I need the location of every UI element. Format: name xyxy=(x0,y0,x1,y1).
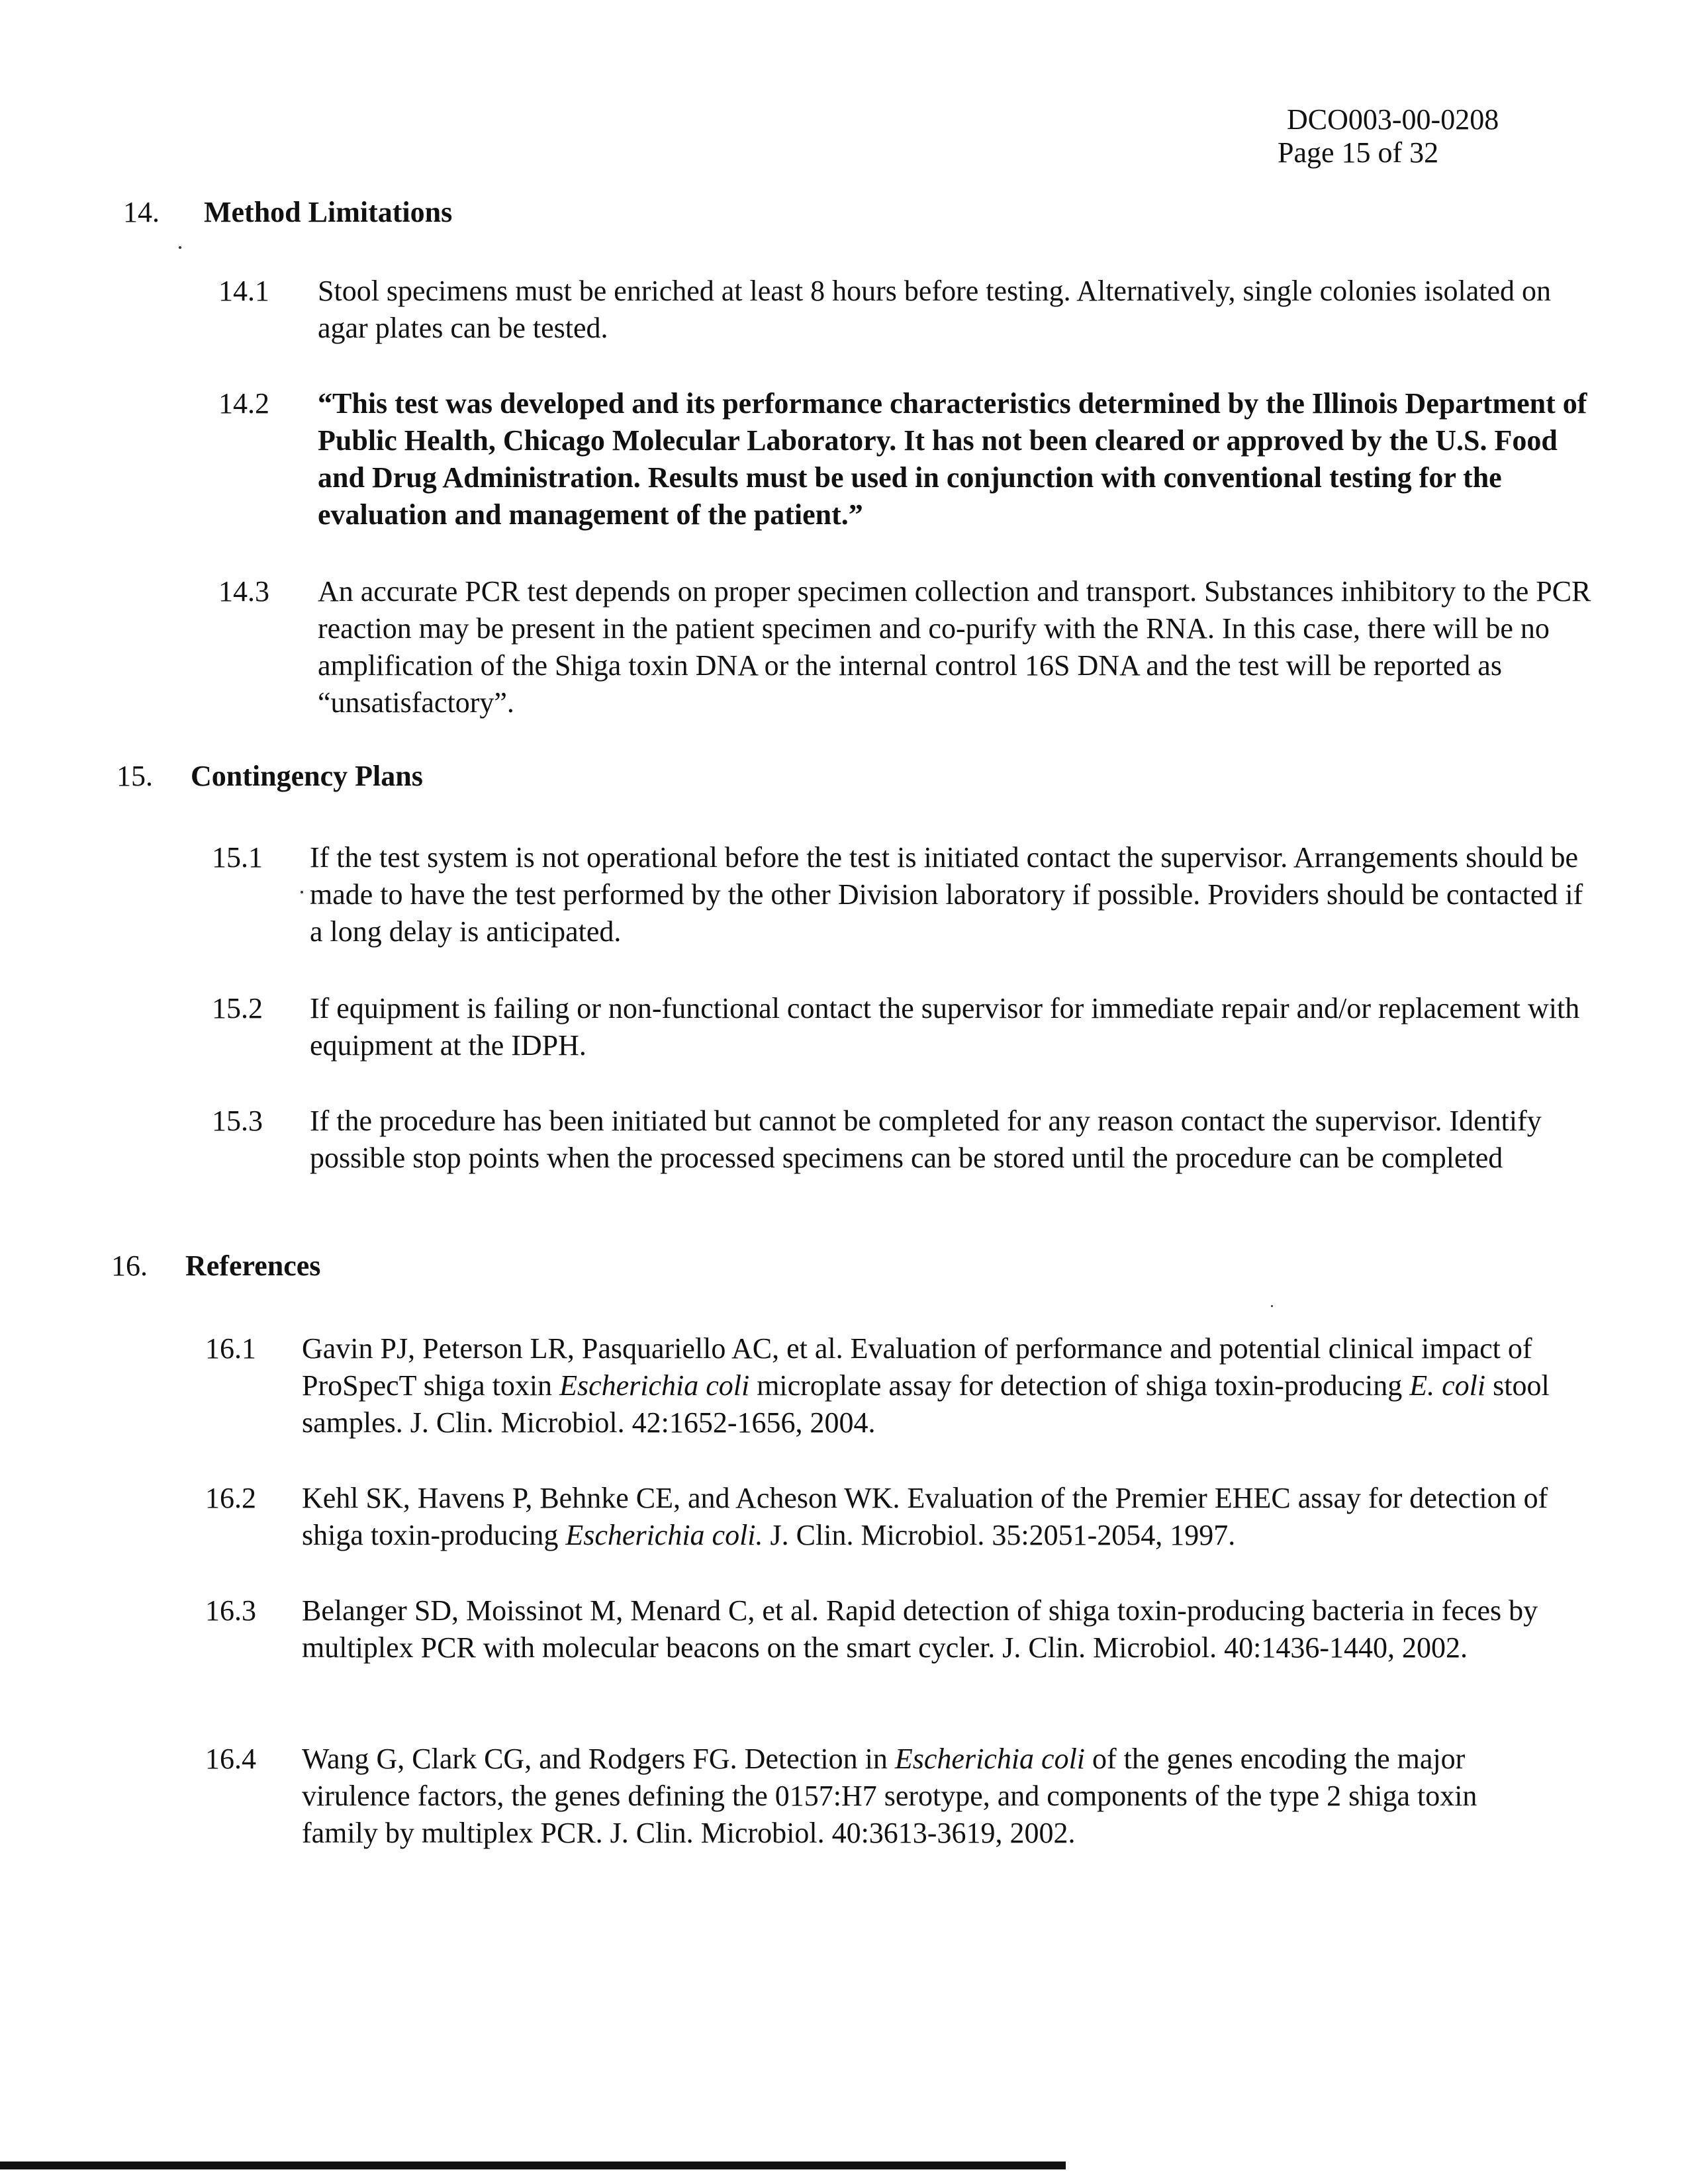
list-item-16-2 xyxy=(205,1480,1589,1554)
section-heading-15 xyxy=(117,760,646,793)
item-text: Stool specimens must be enriched at least 8 hours before testing. Alternatively, single colonies isolated on agar plates can be tested. xyxy=(318,275,1552,344)
list-item-14-1 xyxy=(218,273,1589,347)
item-text xyxy=(302,1480,1586,1554)
section-heading-14 xyxy=(123,196,653,229)
item-number: 15.2 xyxy=(212,992,263,1024)
scan-speck xyxy=(1271,1305,1273,1307)
list-item-14-3 xyxy=(218,573,1595,721)
item-number: 16.3 xyxy=(205,1594,256,1627)
section-title: Method Limitations xyxy=(204,196,453,228)
item-text: Belanger SD, Moissinot M, Menard C, et al. Rapid detection of shiga toxin-producing bacteria in feces by multiplex PCR with molecular beacons on the smart cycler. J. Clin. Microbiol. 40:1436-1440, 2002. xyxy=(302,1594,1538,1664)
list-item-16-1 xyxy=(205,1330,1589,1441)
section-title: Contingency Plans xyxy=(191,760,423,792)
ref-text: Kehl SK, Havens P, Behnke CE, and Acheson WK. Evaluation of the Premier EHEC assay for detection of shiga toxin-producing xyxy=(302,1482,1548,1551)
item-number: 16.2 xyxy=(205,1482,256,1514)
ref-text: J. Clin. Microbiol. 35:2051-2054, 1997. xyxy=(763,1519,1236,1551)
ref-text: Gavin PJ, Peterson LR, Pasquariello AC, et al. Evaluation of performance and potential clinical impact of ProSpecT shiga toxin xyxy=(302,1332,1532,1402)
list-item-15-1 xyxy=(212,839,1589,950)
page-number: Page 15 of 32 xyxy=(1278,136,1439,169)
ref-organism: Escherichia coli xyxy=(894,1743,1086,1775)
footer-rule xyxy=(0,2161,1066,2169)
item-text: If the procedure has been initiated but cannot be completed for any reason contact the supervisor. Identify possible stop points when the processed specimens can be stored until the procedure can be completed xyxy=(310,1105,1542,1174)
document-id: DCO003-00-0208 xyxy=(1287,103,1499,136)
ref-organism: Escherichia coli xyxy=(559,1369,750,1402)
scan-speck xyxy=(179,246,181,249)
ref-text: of the genes encoding the major virulence factors, the genes defining the 0157:H7 serotype, and components of the type 2 shiga toxin family by multiplex PCR. J. Clin. Microbiol. 40:3613-3619, 2002. xyxy=(302,1743,1477,1849)
ref-text: Wang G, Clark CG, and Rodgers FG. Detection in xyxy=(302,1743,895,1775)
item-text: If the test system is not operational before the test is initiated contact the supervisor. Arrangements should be made to have the test performed by the other Division laboratory if possible. Providers should be contacted if a long delay is anticipated. xyxy=(310,841,1583,948)
section-title: References xyxy=(185,1250,321,1282)
item-number: 14.1 xyxy=(218,275,269,307)
item-number: 15.3 xyxy=(212,1105,263,1137)
item-text xyxy=(302,1330,1586,1441)
item-text: If equipment is failing or non-functional contact the supervisor for immediate repair and/or replacement with equipment at the IDPH. xyxy=(310,992,1580,1062)
section-number: 16. xyxy=(111,1250,148,1282)
ref-organism: Escherichia coli. xyxy=(565,1519,763,1551)
list-item-15-2 xyxy=(212,990,1589,1064)
item-text: An accurate PCR test depends on proper specimen collection and transport. Substances inhibitory to the PCR reaction may be present in the patient specimen and co-purify with the RNA. In this case, there will be no amplification of the Shiga toxin DNA or the internal control 16S DNA and the test will be reported as “unsatisfactory”. xyxy=(318,575,1591,719)
section-number: 14. xyxy=(123,196,160,228)
item-text xyxy=(302,1741,1560,1852)
list-item-14-2 xyxy=(218,385,1602,533)
ref-organism: E. coli xyxy=(1409,1369,1486,1402)
section-heading-16 xyxy=(111,1250,641,1283)
item-text: “This test was developed and its performance characteristics determined by the Illinois Department of Public Health, Chicago Molecular Laboratory. It has not been cleared or approved by the U.S. Food and Drug Administration. Results must be used in conjunction with conventional testing for the evaluation and management of the patient.” xyxy=(318,387,1587,531)
list-item-16-4 xyxy=(205,1741,1589,1852)
page-header xyxy=(1278,103,1499,169)
list-item-16-3 xyxy=(205,1592,1589,1704)
item-number: 14.3 xyxy=(218,575,269,608)
list-item-15-3 xyxy=(212,1103,1595,1214)
ref-text: stool samples. J. Clin. Microbiol. 42:1652-1656, 2004. xyxy=(302,1369,1550,1439)
item-number: 16.1 xyxy=(205,1332,256,1365)
scan-speck xyxy=(301,891,303,893)
item-number: 14.2 xyxy=(218,387,269,420)
ref-text: microplate assay for detection of shiga toxin-producing xyxy=(749,1369,1410,1402)
item-number: 15.1 xyxy=(212,841,263,874)
item-number: 16.4 xyxy=(205,1743,256,1775)
section-number: 15. xyxy=(117,760,153,792)
